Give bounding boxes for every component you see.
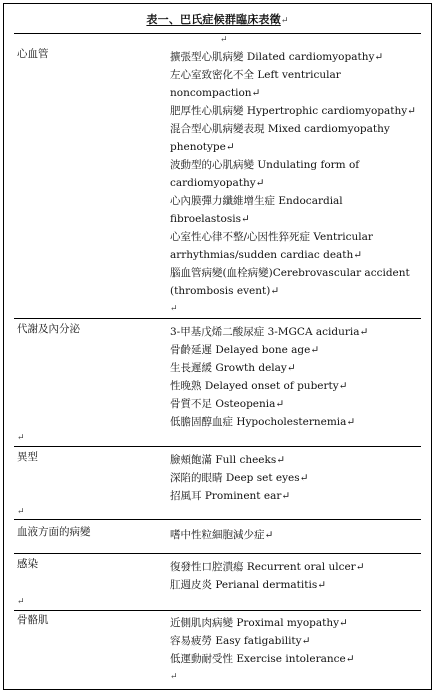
list-item-text: 左心室致密化不全 Left ventricular noncompaction↵	[170, 69, 341, 99]
row-divider	[14, 553, 421, 554]
item-list	[170, 48, 422, 318]
list-item: 3-甲基戊烯二酸尿症 3-MGCA aciduria↵	[170, 326, 369, 338]
item-list	[170, 614, 422, 686]
item-list	[170, 323, 422, 431]
list-item: 擴張型心肌病變 Dilated cardiomyopathy↵	[170, 51, 384, 63]
list-item: 波動型的心肌病變 Undulating form of cardiomyopathy↵	[170, 159, 360, 189]
category-label: 感染	[17, 558, 38, 570]
list-item: 臉頰飽滿 Full cheeks↵	[170, 454, 286, 466]
paragraph-mark: ↵	[17, 597, 25, 607]
list-item: 肛週皮炎 Perianal dermatitis↵	[170, 579, 327, 591]
list-item: 性晚熟 Delayed onset of puberty↵	[170, 380, 348, 392]
list-item: 生長遲緩 Growth delay↵	[170, 362, 296, 374]
category-label: 心血管	[17, 48, 49, 60]
list-item: 近側肌肉病變 Proximal myopathy↵	[170, 617, 348, 629]
paragraph-mark: ↵	[17, 507, 25, 517]
list-item	[170, 66, 422, 102]
list-item: 心室性心律不整/心因性猝死症 Ventricular arrhythmias/sudden cardiac death↵	[170, 231, 373, 261]
list-item: ↵	[170, 672, 178, 682]
row-divider	[14, 318, 421, 319]
category-label: 骨骼肌	[17, 614, 49, 626]
list-item: 腦血管病變(血栓病變)Cerebrovascular accident (thrombosis event)↵	[170, 267, 410, 297]
row-divider	[14, 519, 421, 520]
list-item: 嗜中性粒細胞減少症↵	[170, 529, 274, 541]
paragraph-mark: ↵	[220, 35, 228, 45]
paragraph-mark: ↵	[280, 16, 289, 26]
list-item: 容易疲勞 Easy fatigability↵	[170, 635, 311, 647]
category-label: 異型	[17, 451, 38, 463]
list-item: 混合型心肌病變表現 Mixed cardiomyopathy phenotype↵	[170, 123, 390, 153]
item-list	[170, 526, 422, 544]
list-item: 招風耳 Prominent ear↵	[170, 490, 291, 502]
title-divider	[14, 33, 421, 34]
item-list	[170, 558, 422, 594]
table-title-text: 表一、巴氏症候群臨床表徵	[146, 13, 281, 26]
item-list	[170, 451, 422, 505]
row-divider	[14, 610, 421, 611]
list-item: 骨質不足 Osteopenia↵	[170, 398, 285, 410]
list-item: 肥厚性心肌病變 Hypertrophic cardiomyopathy↵	[170, 105, 416, 117]
paragraph-mark: ↵	[17, 433, 25, 443]
list-item: ↵	[170, 304, 178, 314]
list-item: 低運動耐受性 Exercise intolerance↵	[170, 653, 355, 665]
list-item: 骨齡延遲 Delayed bone age↵	[170, 344, 320, 356]
list-item: 深陷的眼睛 Deep set eyes↵	[170, 472, 309, 484]
table-title	[0, 14, 435, 27]
list-item: 低膽固醇血症 Hypocholesternemia↵	[170, 416, 356, 428]
row-divider	[14, 446, 421, 447]
list-item: 心內膜彈力纖維增生症 Endocardial fibroelastosis↵	[170, 195, 343, 225]
category-label: 代謝及內分泌	[17, 323, 80, 335]
list-item: 復發性口腔潰瘍 Recurrent oral ulcer↵	[170, 561, 365, 573]
category-label: 血液方面的病變	[17, 526, 91, 538]
